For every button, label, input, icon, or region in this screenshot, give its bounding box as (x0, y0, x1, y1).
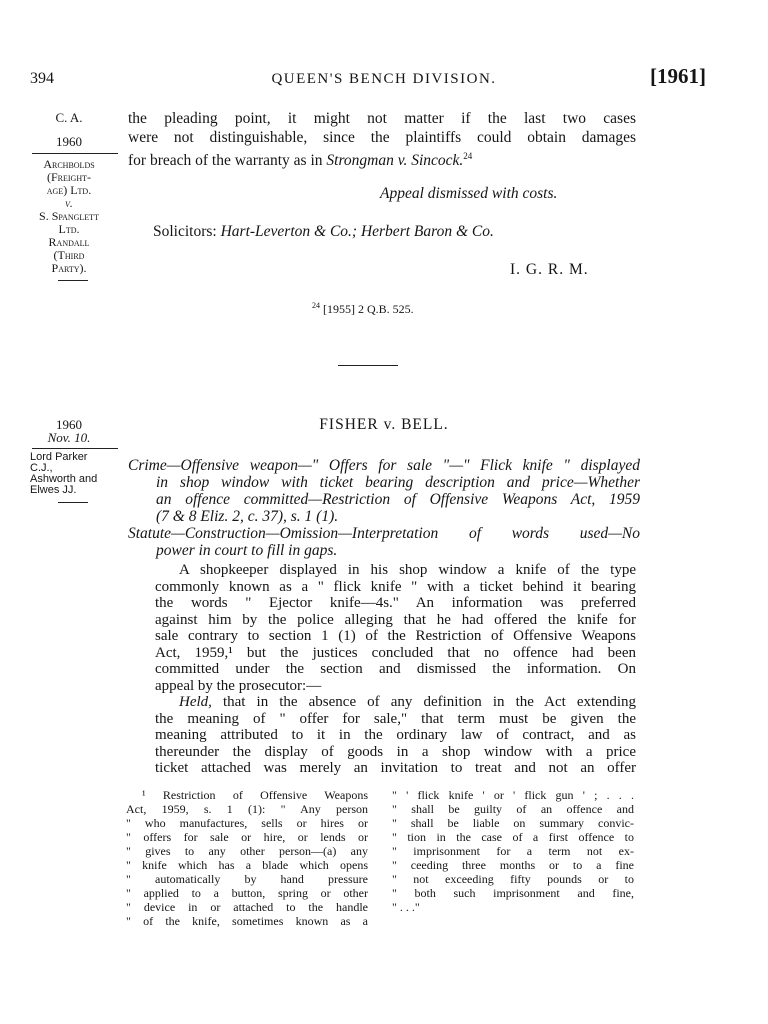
solicitors (153, 223, 494, 241)
case-separator (338, 365, 398, 366)
text-line: for breach of the warranty as in Strongman v. Sincock.$^{24}$ (128, 151, 473, 170)
footnote-line: Act, 1959, s. 1 (1): " Any person (126, 802, 368, 816)
margin-rule (32, 448, 118, 449)
text-line: the pleading point, it might not matter if the last two cases (128, 110, 636, 127)
footnote-1-right (392, 788, 634, 914)
case-date-day: Nov. 10. (47, 430, 91, 445)
footnote-line: " shall be guilty of an offence and (392, 802, 634, 816)
margin-case-line: Randall (48, 235, 90, 249)
held-line: meaning attributed to it in the ordinary law of contract, and as (155, 727, 636, 743)
footnote-line: " tion in the case of a first offence to (392, 830, 634, 844)
footnote-line: ¹ Restriction of Offensive Weapons (142, 788, 368, 802)
margin-case-line: (Freight- (47, 170, 91, 184)
prev-case-text (128, 109, 636, 170)
running-head: QUEEN'S BENCH DIVISION. (271, 71, 497, 87)
judge-line: C.J., (30, 462, 53, 474)
footnote-line: " gives to any other person—(a) any (126, 844, 368, 858)
footnote-line: " device in or attached to the handle (126, 900, 368, 914)
text-line: were not distinguishable, since the plaintiffs could obtain damages (128, 129, 636, 146)
footnote-line: " ' flick knife ' or ' flick gun ' ; . . . (392, 788, 634, 802)
footnote-line: " . . ." (392, 900, 420, 914)
headnote-line: Act, 1959,¹ but the justices concluded that no offence had been (155, 644, 636, 661)
margin-case-name (20, 158, 118, 275)
margin-case-line: Archbolds (43, 157, 95, 171)
margin-case-line: v. (65, 196, 73, 210)
page-number: 394 (30, 70, 54, 87)
margin-short-rule (58, 280, 88, 281)
footnote-line: " imprisonment for a term not ex- (392, 844, 634, 858)
catchword-line: (7 & 8 Eliz. 2, c. 37), s. 1 (1). (156, 508, 339, 525)
judge-line: Lord Parker (30, 451, 88, 463)
catchwords (128, 457, 640, 559)
volume-year: [1961] (650, 64, 706, 88)
margin-year: 1960 (56, 134, 82, 149)
held-word: Held, (179, 694, 212, 710)
margin-case-line: S. Spanglett (39, 209, 99, 223)
held-line: the meaning of " offer for sale," that term must be given the (155, 710, 636, 727)
margin-case-line: age) Ltd. (46, 183, 92, 197)
margin-court: C. A. (55, 110, 83, 125)
footnote-line: " of the knife, sometimes known as a (126, 914, 368, 928)
catchword-line: Statute—Construction—Omission—Interpretation of words used—No (128, 525, 640, 542)
judge-line: Ashworth and (30, 473, 98, 485)
margin-short-rule (58, 502, 88, 503)
case-title: FISHER v. BELL. (319, 416, 449, 433)
held-line: thereunder the display of goods in a shop window with a price (155, 743, 636, 760)
headnote-line: sale contrary to section 1 (1) of the Restriction of Offensive Weapons (155, 628, 636, 644)
case-date-year: 1960 (56, 417, 82, 432)
footnote-line: " applied to a button, spring or other (126, 886, 368, 900)
reporter-initials: I. G. R. M. (510, 261, 589, 278)
headnote (155, 562, 636, 777)
footnote-line: " automatically by hand pressure (126, 872, 368, 886)
headnote-line: the words " Ejector knife—4s." An information was preferred (155, 595, 636, 611)
footnote-line: " both such imprisonment and fine, (392, 886, 634, 900)
footnote-line: " knife which has a blade which opens (126, 858, 368, 872)
catchword-line: power in court to fill in gaps. (156, 542, 338, 559)
margin-case-line: Ltd. (58, 222, 80, 236)
held-line: Held, that in the absence of any definition in the Act extending (179, 694, 636, 710)
footnote-ref: 24 (463, 151, 473, 161)
catchword-line: Crime—Offensive weapon—" Offers for sale "—" Flick knife " displayed (128, 457, 640, 474)
headnote-line: against him by the police alleging that he had offered the knife for (155, 611, 636, 628)
footnote-line: " offers for sale or hire, or lends or (126, 830, 368, 844)
footnote-line: " ceeding three months or to a fine (392, 858, 634, 872)
margin-case-line: (Third (53, 248, 85, 262)
footnote-line: " who manufactures, sells or hires or (126, 816, 368, 830)
margin-rule (32, 153, 118, 154)
solicitors-names: Hart-Leverton & Co.; Herbert Baron & Co. (220, 223, 494, 240)
headnote-line: appeal by the prosecutor:— (155, 677, 322, 694)
headnote-line: commonly known as a " flick knife " with a ticket behind it bearing (155, 578, 636, 595)
solicitors-label: Solicitors: (153, 223, 221, 240)
headnote-line: A shopkeeper displayed in his shop window a knife of the type (179, 562, 636, 578)
catchword-line: in shop window with ticket bearing description and price—Whether (156, 474, 640, 491)
headnote-line: committed under the section and dismissed the information. On (155, 661, 636, 677)
footnote-24: $^{24}$ [1955] 2 Q.B. 525. (312, 301, 414, 316)
judge-line: Elwes JJ. (30, 484, 77, 496)
catchword-line: an offence committed—Restriction of Offensive Weapons Act, 1959 (156, 491, 640, 508)
result: Appeal dismissed with costs. (380, 185, 558, 202)
footnote-1-left (126, 788, 368, 928)
judges (30, 452, 97, 496)
footnote-line: " not exceeding fifty pounds or to (392, 872, 634, 886)
margin-case-line: Party). (51, 261, 87, 275)
held-line: ticket attached was merely an invitation to treat and not an offer (155, 760, 636, 776)
cited-case: Strongman v. Sincock. (326, 152, 464, 170)
footnote-line: " shall be liable on summary convic- (392, 816, 634, 830)
